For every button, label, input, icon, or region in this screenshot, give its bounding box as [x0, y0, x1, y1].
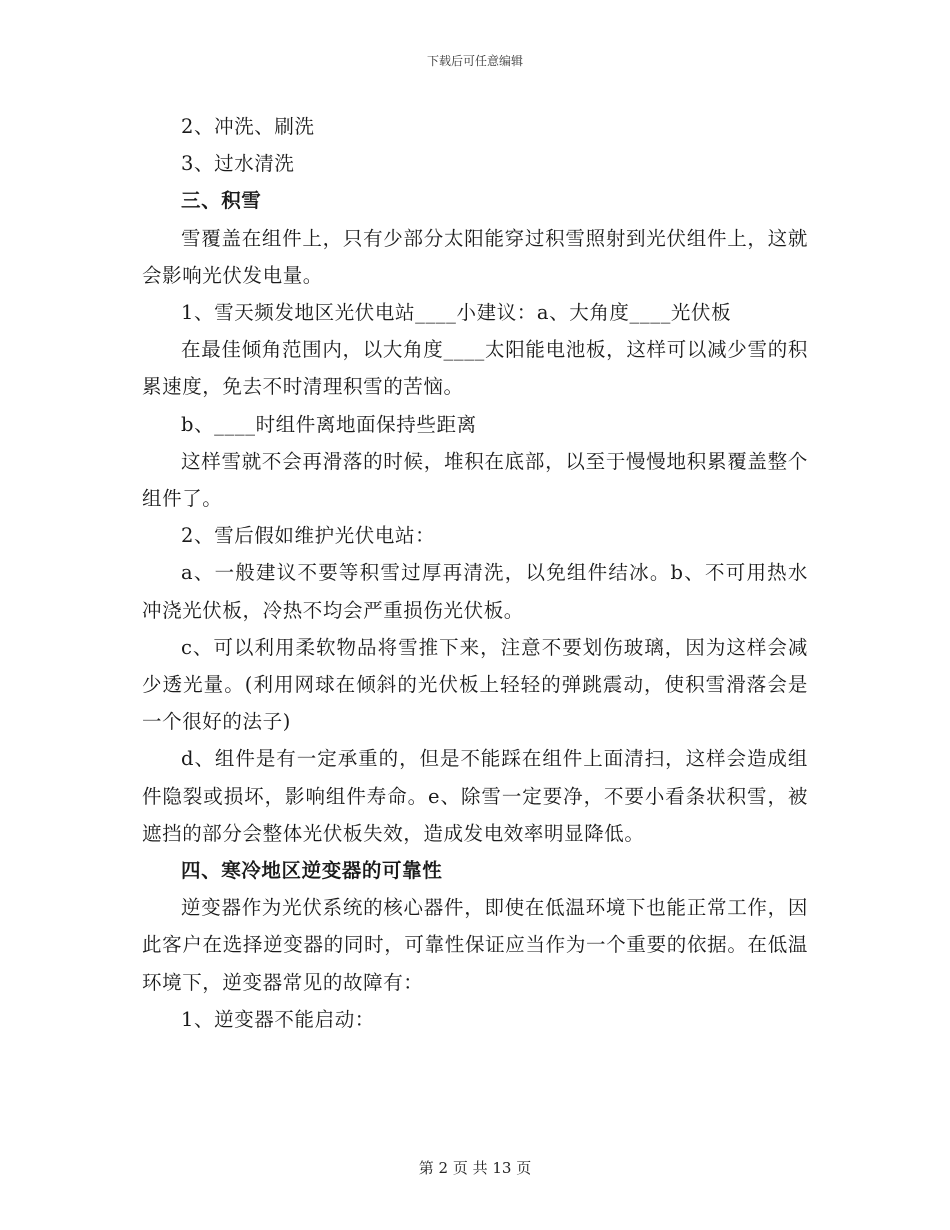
paragraph-cleaning-advice: a、一般建议不要等积雪过厚再清洗，以免组件结冰。b、不可用热水冲浇光伏板，冷热不均会严重损伤光伏板。 — [142, 561, 808, 622]
list-item-flush-brush: 2、冲洗、刷洗 — [181, 115, 315, 138]
paragraph-snow-cover: 雪覆盖在组件上，只有少部分太阳能穿过积雪照射到光伏组件上，这就会影响光伏发电量。 — [142, 226, 808, 287]
document-body — [142, 108, 808, 1038]
page-header: 下载后可任意编辑 — [426, 54, 523, 68]
paragraph-snow-slide: 这样雪就不会再滑落的时候，堆积在底部，以至于慢慢地积累覆盖整个组件了。 — [142, 449, 808, 511]
list-item-water-rinse: 3、过水清洗 — [181, 152, 295, 176]
page-number: 第 2 页 共 13 页 — [418, 1159, 532, 1177]
section-heading-inverter: 四、寒冷地区逆变器的可靠性 — [181, 859, 443, 883]
paragraph-inverter-reliability: 逆变器作为光伏系统的核心器件，即使在低温环境下也能正常工作，因此客户在选择逆变器的同时，可靠性保证应当作为一个重要的依据。在低温环境下，逆变器常见的故障有： — [142, 896, 808, 994]
section-heading-snow: 三、积雪 — [181, 189, 262, 213]
paragraph-post-snow-maintenance: 2、雪后假如维护光伏电站： — [181, 524, 436, 548]
paragraph-load-bearing: d、组件是有一定承重的，但是不能踩在组件上面清扫，这样会造成组件隐裂或损坏，影响组件寿命。e、除雪一定要净，不要小看条状积雪，被遮挡的部分会整体光伏板失效，造成发电效率明显降低。 — [142, 747, 808, 845]
paragraph-snow-advice: 1、雪天频发地区光伏电站____小建议：a、大角度____光伏板 — [181, 301, 732, 325]
paragraph-ground-distance: b、____时组件离地面保持些距离 — [181, 412, 477, 436]
list-item-inverter-start: 1、逆变器不能启动： — [181, 1007, 375, 1031]
paragraph-optimal-tilt: 在最佳倾角范围内，以大角度____太阳能电池板，这样可以减少雪的积累速度，免去不时清理积雪的苦恼。 — [142, 338, 808, 399]
paragraph-soft-tools: c、可以利用柔软物品将雪推下来，注意不要划伤玻璃，因为这样会减少透光量。(利用网球在倾斜的光伏板上轻轻的弹跳震动，使积雪滑落会是一个很好的法子) — [142, 635, 808, 734]
